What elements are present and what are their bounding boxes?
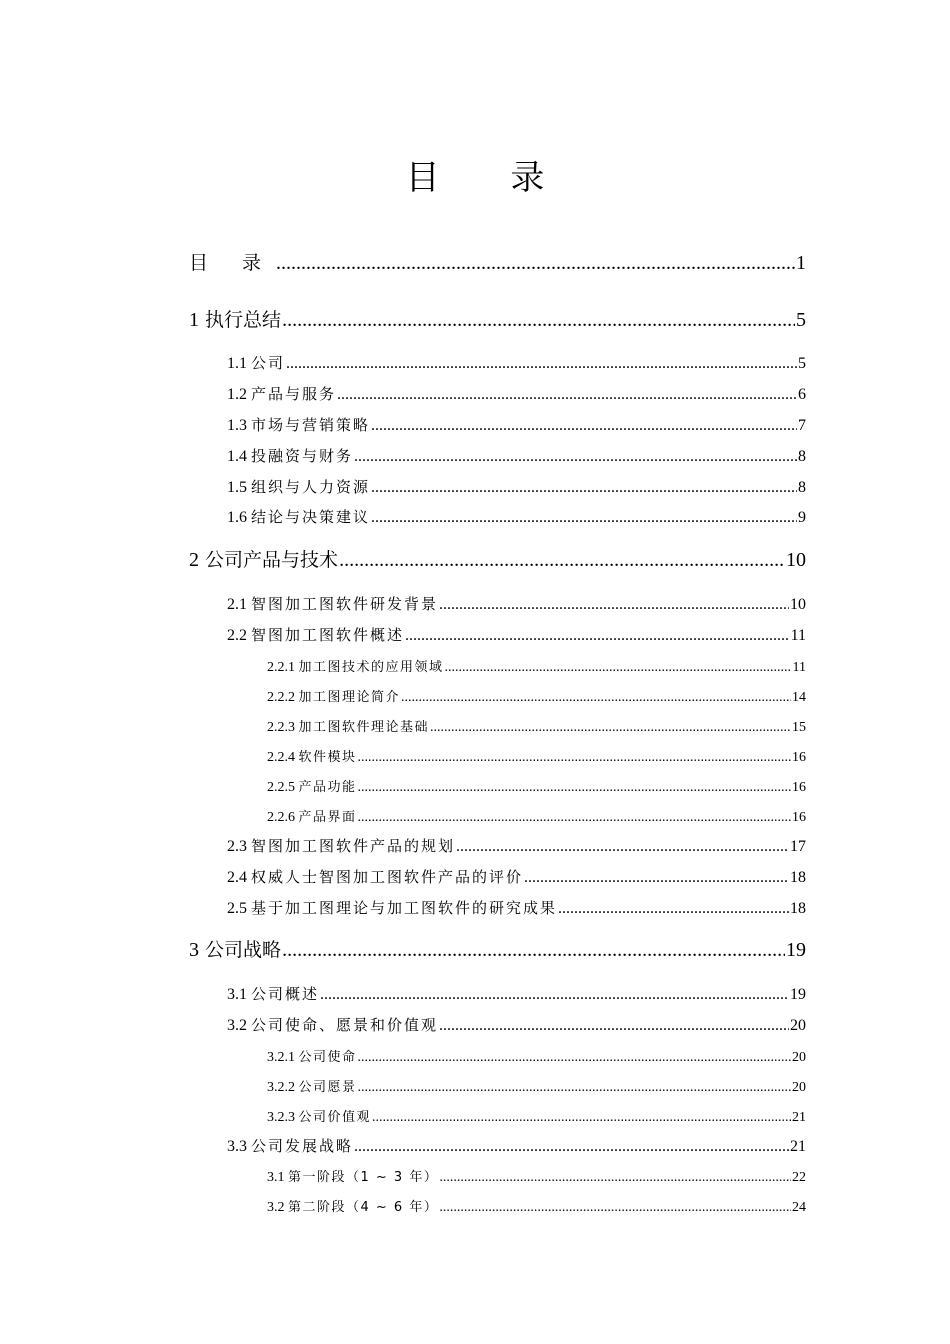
- toc-leader-dots: [358, 750, 791, 766]
- toc-entry[interactable]: [267, 806, 806, 826]
- toc-page-number: 16: [792, 780, 806, 795]
- toc-page-number: 10: [790, 596, 806, 613]
- toc-leader-dots: [358, 1080, 791, 1096]
- toc-leader-dots: [371, 509, 797, 527]
- toc-entry-text: 执行总结: [205, 309, 282, 331]
- toc-page-number: 18: [790, 900, 806, 917]
- toc-entry-text: 权威人士智图加工图软件产品的评价: [251, 868, 524, 886]
- toc-entry-text: 公司愿景: [298, 1080, 357, 1095]
- toc-entry-number: 2.2.2: [267, 690, 295, 705]
- toc-entry-text: 公司发展战略: [251, 1137, 354, 1155]
- toc-page-number: 11: [792, 660, 806, 675]
- toc-entry-text: 智图加工图软件概述: [251, 626, 405, 644]
- toc-entry-number: 3.1: [227, 986, 247, 1003]
- toc-entry-text: 公司产品与技术: [205, 549, 339, 571]
- toc-entry[interactable]: [227, 1014, 806, 1035]
- toc-entry-text: 公司使命: [298, 1050, 357, 1065]
- toc-entry-number: 3.2.1: [267, 1050, 295, 1065]
- toc-entry-label: [227, 835, 455, 856]
- toc-entry-number: 1.5: [227, 479, 247, 496]
- toc-entry-number: 2.1: [227, 596, 247, 613]
- toc-page-number: 17: [790, 838, 806, 855]
- toc-leader-dots: [320, 986, 789, 1004]
- toc-entry[interactable]: [227, 835, 806, 856]
- toc-page-number: 21: [790, 1138, 806, 1155]
- toc-entry-label: [227, 352, 285, 373]
- toc-page-number: 11: [790, 627, 806, 644]
- toc-page-number: 24: [792, 1200, 806, 1215]
- toc-page-number: 18: [790, 869, 806, 886]
- toc-leader-dots: [439, 596, 789, 614]
- toc-entry-label: [267, 686, 400, 706]
- toc-entry-text: 第一阶段（1 ~ 3 年）: [288, 1170, 439, 1185]
- toc-entry-label: [267, 1166, 438, 1186]
- toc-entry-label: [189, 248, 275, 275]
- toc-entry-number: 3.1: [267, 1170, 285, 1185]
- toc-entry[interactable]: [267, 1046, 806, 1066]
- toc-page-number: 1: [796, 252, 806, 274]
- toc-entry-text: 加工图软件理论基础: [298, 720, 430, 735]
- toc-entry[interactable]: [227, 897, 806, 918]
- toc-leader-dots: [358, 780, 791, 796]
- toc-entry-label: [267, 1046, 357, 1066]
- toc-entry-label: [227, 414, 370, 435]
- toc-entry-number: 1.1: [227, 355, 247, 372]
- toc-entry-label: [227, 983, 319, 1004]
- toc-entry-number: 1: [189, 309, 199, 331]
- toc-entry[interactable]: [227, 352, 806, 373]
- toc-entry-text: 智图加工图软件研发背景: [251, 595, 439, 613]
- toc-leader-dots: [371, 479, 797, 497]
- toc-page-number: 19: [790, 986, 806, 1003]
- toc-entry-number: 1.2: [227, 386, 247, 403]
- toc-page-number: 20: [792, 1080, 806, 1095]
- toc-entry-number: 2.2.5: [267, 780, 295, 795]
- toc-entry[interactable]: [227, 983, 806, 1004]
- toc-leader-dots: [558, 900, 789, 918]
- toc-page-number: 5: [796, 309, 806, 331]
- toc-entry[interactable]: [227, 593, 806, 614]
- toc-entry-number: 2: [189, 549, 199, 571]
- toc-leader-dots: [439, 1017, 789, 1035]
- toc-entry-text: 产品与服务: [251, 385, 337, 403]
- toc-leader-dots: [358, 1050, 791, 1066]
- toc-leader-dots: [401, 690, 791, 706]
- toc-entry[interactable]: [267, 1106, 806, 1126]
- toc-entry[interactable]: [267, 1166, 806, 1186]
- toc-entry-number: 2.2.6: [267, 810, 295, 825]
- toc-page-number: 5: [798, 355, 806, 372]
- toc-entry-label: [227, 383, 336, 404]
- toc-entry-text: 公司战略: [205, 939, 282, 961]
- toc-leader-dots: [337, 386, 797, 404]
- toc-entry-label: [227, 506, 370, 527]
- toc-entry-number: 2.2.1: [267, 660, 295, 675]
- toc-entry-number: 2.3: [227, 838, 247, 855]
- toc-leader-dots: [282, 939, 785, 962]
- toc-page-number: 20: [790, 1017, 806, 1034]
- toc-entry-number: 3: [189, 939, 199, 961]
- toc-entry[interactable]: [227, 414, 806, 435]
- toc-entry-label: [189, 935, 281, 962]
- toc-page-number: 16: [792, 750, 806, 765]
- toc-page-number: 10: [786, 549, 806, 571]
- toc-entry-number: 1.3: [227, 417, 247, 434]
- toc-entry[interactable]: [267, 776, 806, 796]
- page-title: 目 录: [405, 158, 575, 198]
- toc-leader-dots: [282, 309, 795, 332]
- toc-entry[interactable]: [189, 248, 806, 275]
- toc-entry[interactable]: [267, 746, 806, 766]
- toc-page-number: 21: [792, 1110, 806, 1125]
- toc-entry-label: [227, 897, 557, 918]
- toc-page-number: 22: [792, 1170, 806, 1185]
- toc-leader-dots: [439, 1200, 791, 1216]
- toc-entry-text: 公司: [251, 354, 286, 372]
- toc-leader-dots: [445, 660, 792, 676]
- toc-entry-number: 2.2.4: [267, 750, 295, 765]
- toc-page-number: 8: [798, 479, 806, 496]
- toc-entry-text: 公司价值观: [298, 1110, 372, 1125]
- toc-entry[interactable]: [267, 716, 806, 736]
- toc-entry-text: 市场与营销策略: [251, 416, 371, 434]
- toc-entry-label: [267, 1196, 438, 1216]
- toc-entry-label: [227, 445, 353, 466]
- toc-entry-text: 产品界面: [298, 810, 357, 825]
- toc-leader-dots: [371, 417, 797, 435]
- toc-entry-text: 加工图技术的应用领域: [298, 660, 444, 675]
- toc-entry[interactable]: [189, 305, 806, 332]
- toc-page-number: 9: [798, 509, 806, 526]
- toc-entry-number: 1.6: [227, 509, 247, 526]
- toc-entry[interactable]: [267, 1196, 806, 1216]
- toc-page-number: 15: [792, 720, 806, 735]
- toc-entry[interactable]: [227, 383, 806, 404]
- toc-page-number: 19: [786, 939, 806, 961]
- toc-entry[interactable]: [227, 476, 806, 497]
- toc-entry[interactable]: [227, 445, 806, 466]
- toc-entry[interactable]: [227, 624, 806, 645]
- toc-entry-label: [189, 545, 338, 572]
- toc-entry[interactable]: [189, 935, 806, 962]
- toc-entry-text: 结论与决策建议: [251, 508, 371, 526]
- toc-entry-text: 加工图理论简介: [298, 690, 401, 705]
- toc-leader-dots: [358, 810, 791, 826]
- toc-entry-label: [227, 1135, 353, 1156]
- toc-page-number: 7: [798, 417, 806, 434]
- toc-entry-text: 软件模块: [298, 750, 357, 765]
- toc-entry-label: [227, 593, 438, 614]
- toc-page-number: 16: [792, 810, 806, 825]
- toc-entry-label: [267, 656, 444, 676]
- toc-entry-number: 1.4: [227, 448, 247, 465]
- toc-leader-dots: [354, 448, 797, 466]
- toc-entry-text: 基于加工图理论与加工图软件的研究成果: [251, 899, 558, 917]
- toc-entry-label: [267, 1106, 371, 1126]
- toc-entry-number: 3.2: [267, 1200, 285, 1215]
- toc-page-number: 6: [798, 386, 806, 403]
- toc-entry-text: 投融资与财务: [251, 447, 354, 465]
- toc-entry-label: [227, 476, 370, 497]
- toc-leader-dots: [286, 355, 797, 373]
- toc-entry-number: 3.2.2: [267, 1080, 295, 1095]
- toc-entry-number: 2.2.3: [267, 720, 295, 735]
- toc-entry-text: 产品功能: [298, 780, 357, 795]
- toc-entry[interactable]: [267, 1076, 806, 1096]
- toc-entry[interactable]: [227, 506, 806, 527]
- toc-entry-label: [267, 1076, 357, 1096]
- toc-entry[interactable]: [267, 656, 806, 676]
- toc-leader-dots: [276, 252, 795, 275]
- toc-entry[interactable]: [189, 545, 806, 572]
- toc-entry-number: 2.2: [227, 627, 247, 644]
- toc-entry-number: 2.4: [227, 869, 247, 886]
- toc-entry-label: [189, 305, 281, 332]
- toc-entry-number: 3.2: [227, 1017, 247, 1034]
- toc-entry-text: 第二阶段（4 ~ 6 年）: [288, 1200, 439, 1215]
- toc-entry-number: 2.5: [227, 900, 247, 917]
- toc-entry-label: [267, 746, 357, 766]
- toc-page-number: 20: [792, 1050, 806, 1065]
- toc-entry-number: 3.3: [227, 1138, 247, 1155]
- toc-leader-dots: [439, 1170, 791, 1186]
- toc-entry[interactable]: [227, 866, 806, 887]
- toc-page-number: 8: [798, 448, 806, 465]
- toc-entry-text: 智图加工图软件产品的规划: [251, 837, 456, 855]
- toc-entry-label: [227, 624, 404, 645]
- toc-entry[interactable]: [267, 686, 806, 706]
- toc-entry-label: [267, 716, 429, 736]
- toc-entry-label: [267, 806, 357, 826]
- toc-entry-text: 组织与人力资源: [251, 478, 371, 496]
- toc-entry[interactable]: [227, 1135, 806, 1156]
- toc-entry-text: 目 录: [189, 252, 276, 274]
- toc-entry-number: 3.2.3: [267, 1110, 295, 1125]
- toc-entry-text: 公司概述: [251, 985, 320, 1003]
- toc-leader-dots: [430, 720, 791, 736]
- toc-page-number: 14: [792, 690, 806, 705]
- toc-leader-dots: [405, 627, 790, 645]
- toc-leader-dots: [456, 838, 789, 856]
- toc-leader-dots: [354, 1138, 789, 1156]
- toc-entry-label: [227, 1014, 438, 1035]
- toc-entry-label: [227, 866, 523, 887]
- toc-leader-dots: [339, 549, 785, 572]
- toc-leader-dots: [372, 1110, 791, 1126]
- toc-leader-dots: [524, 869, 789, 887]
- toc-entry-text: 公司使命、愿景和价值观: [251, 1016, 439, 1034]
- toc-entry-label: [267, 776, 357, 796]
